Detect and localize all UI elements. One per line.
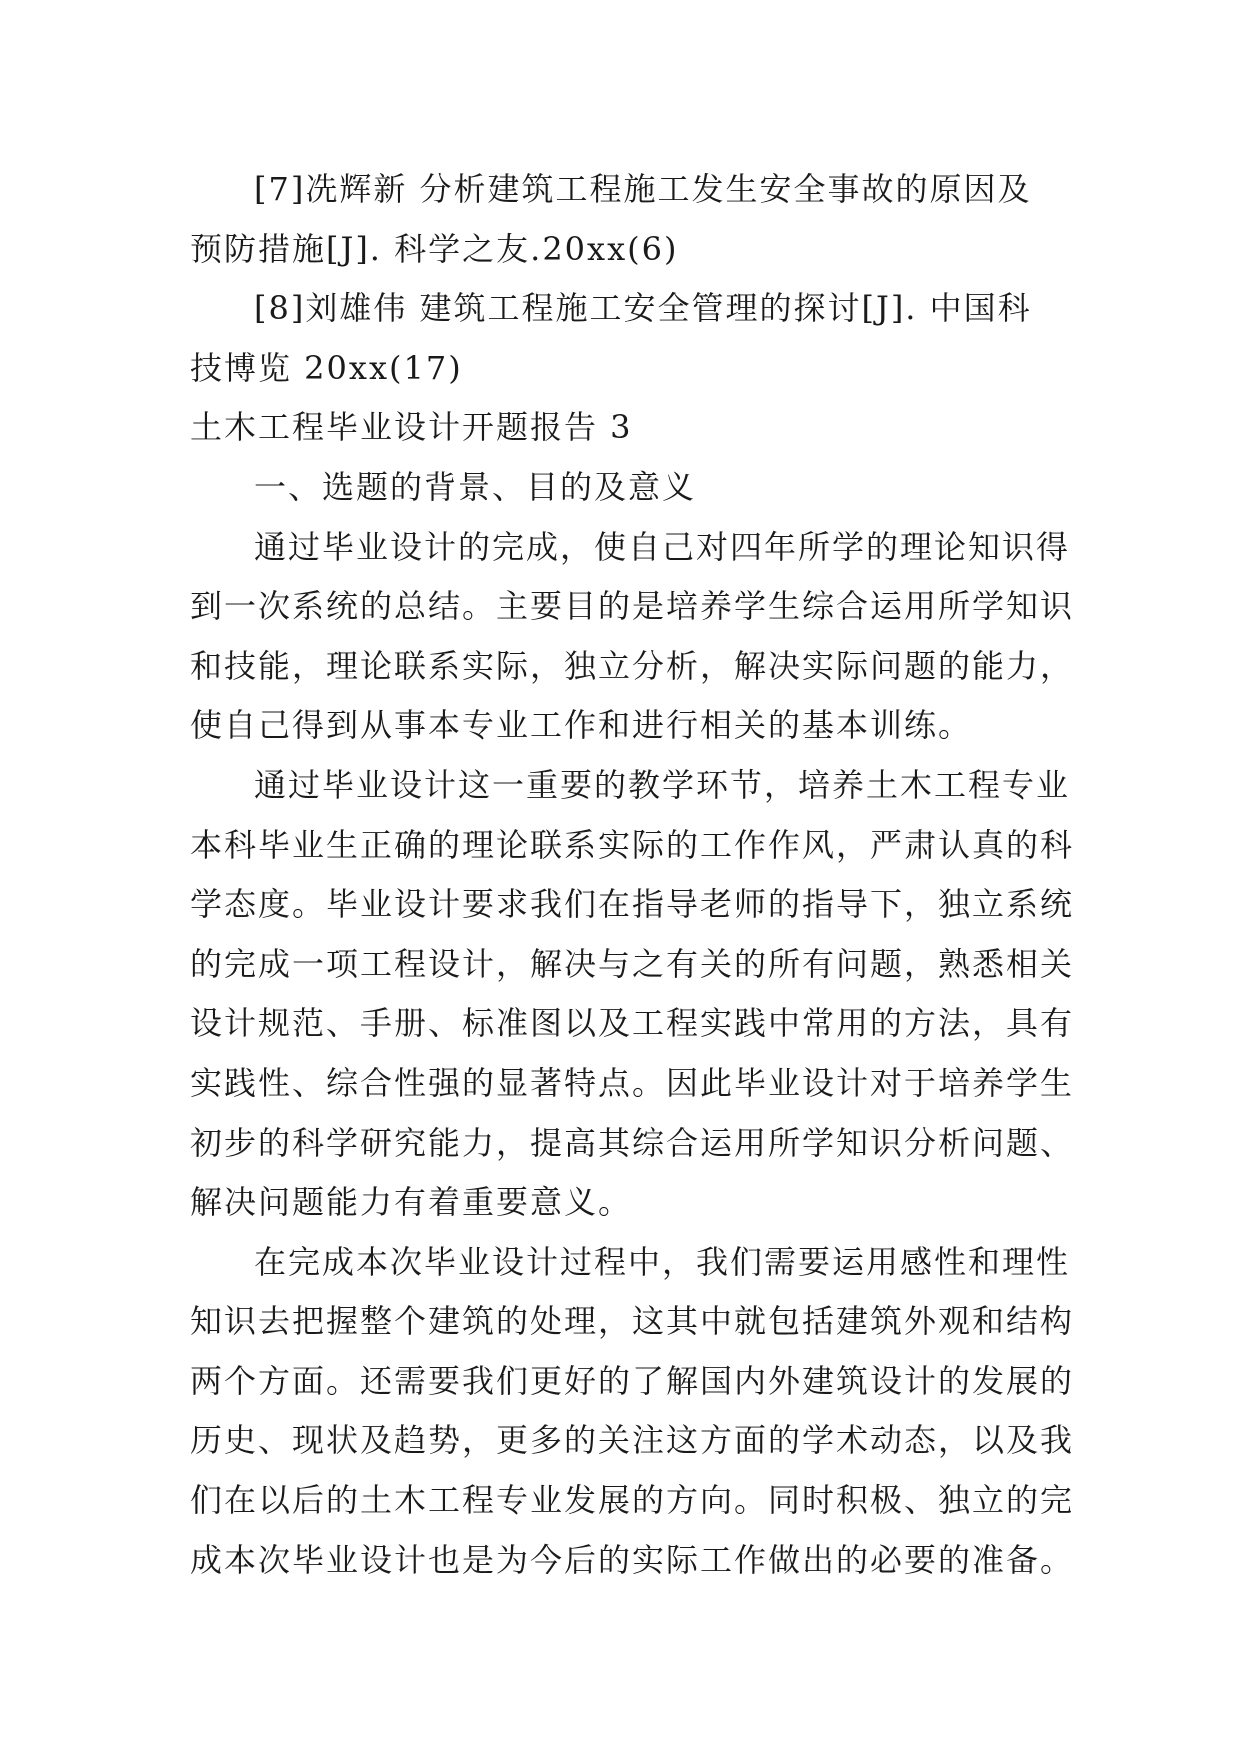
reference-7-line-2: 预防措施[J]. 科学之友.20xx(6) [190, 229, 679, 268]
paragraph-2-line-5: 设计规范、手册、标准图以及工程实践中常用的方法，具有 [190, 1004, 1075, 1043]
paragraph-2-line-2: 本科毕业生正确的理论联系实际的工作作风，严肃认真的科 [190, 825, 1075, 864]
paragraph-3-line-4: 历史、现状及趋势，更多的关注这方面的学术动态，以及我 [190, 1421, 1075, 1460]
document-body [190, 160, 1075, 1590]
paragraph-1-line-1: 通过毕业设计的完成，使自己对四年所学的理论知识得 [254, 527, 1071, 566]
paragraph-1-line-3: 和技能，理论联系实际，独立分析，解决实际问题的能力， [190, 646, 1075, 685]
paragraph-3-line-6: 成本次毕业设计也是为今后的实际工作做出的必要的准备。 [190, 1540, 1075, 1579]
reference-7-line-1: [7]冼辉新 分析建筑工程施工发生安全事故的原因及 [254, 170, 1032, 208]
paragraph-2-line-6: 实践性、综合性强的显著特点。因此毕业设计对于培养学生 [190, 1063, 1075, 1102]
paragraph-1-line-4: 使自己得到从事本专业工作和进行相关的基本训练。 [190, 706, 973, 745]
paragraph-1-line-2: 到一次系统的总结。主要目的是培养学生综合运用所学知识 [190, 587, 1075, 626]
paragraph-2-line-7: 初步的科学研究能力，提高其综合运用所学知识分析问题、 [190, 1123, 1075, 1162]
paragraph-2-line-3: 学态度。毕业设计要求我们在指导老师的指导下，独立系统 [190, 885, 1075, 924]
section-heading: 一、选题的背景、目的及意义 [254, 467, 697, 506]
paragraph-3-line-1: 在完成本次毕业设计过程中，我们需要运用感性和理性 [254, 1242, 1071, 1281]
paragraph-3-line-5: 们在以后的土木工程专业发展的方向。同时积极、独立的完 [190, 1481, 1075, 1520]
reference-8-line-1: [8]刘雄伟 建筑工程施工安全管理的探讨[J]. 中国科 [254, 289, 1032, 328]
paragraph-2-line-8: 解决问题能力有着重要意义。 [190, 1183, 633, 1222]
report-title: 土木工程毕业设计开题报告 3 [190, 408, 633, 447]
paragraph-3-line-3: 两个方面。还需要我们更好的了解国内外建筑设计的发展的 [190, 1361, 1075, 1400]
paragraph-3-line-2: 知识去把握整个建筑的处理，这其中就包括建筑外观和结构 [190, 1302, 1075, 1341]
paragraph-2-line-1: 通过毕业设计这一重要的教学环节，培养土木工程专业 [254, 765, 1071, 804]
paragraph-2-line-4: 的完成一项工程设计，解决与之有关的所有问题，熟悉相关 [190, 944, 1075, 983]
reference-8-line-2: 技博览 20xx(17) [190, 348, 463, 387]
